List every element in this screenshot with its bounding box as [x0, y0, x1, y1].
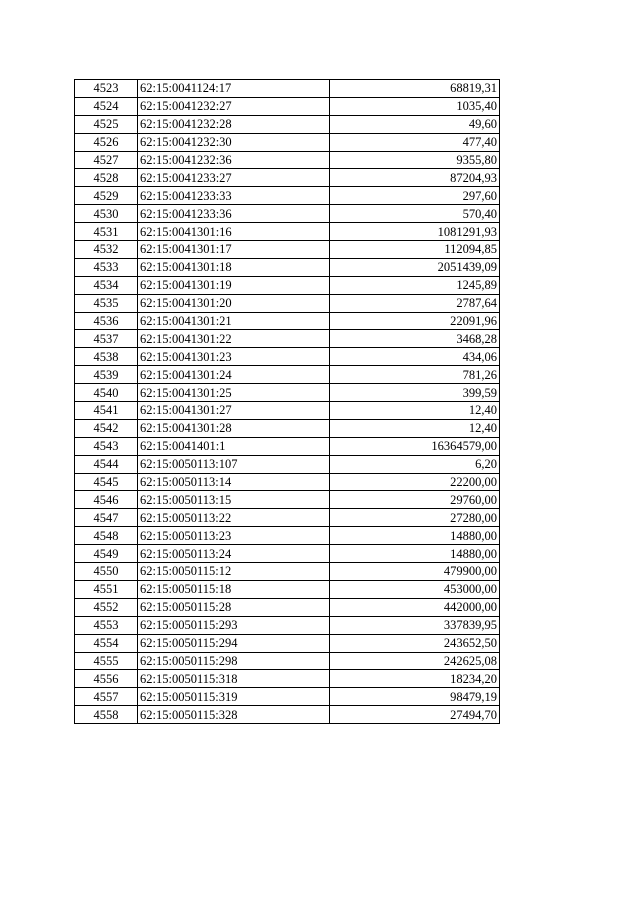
value-cell: 399,59 — [330, 384, 500, 402]
table-row — [75, 545, 500, 563]
table-row — [75, 437, 500, 455]
value-cell: 1081291,93 — [330, 223, 500, 241]
row-number-cell: 4540 — [75, 384, 138, 402]
row-number-cell: 4534 — [75, 276, 138, 294]
value-cell: 2787,64 — [330, 294, 500, 312]
value-cell: 570,40 — [330, 205, 500, 223]
row-number-cell: 4526 — [75, 133, 138, 151]
row-number-cell: 4538 — [75, 348, 138, 366]
cadastral-number-cell: 62:15:0041233:27 — [138, 169, 330, 187]
cadastral-value-table — [74, 79, 500, 724]
cadastral-number-cell: 62:15:0041301:16 — [138, 223, 330, 241]
table-row — [75, 688, 500, 706]
table-row — [75, 402, 500, 420]
value-cell: 1245,89 — [330, 276, 500, 294]
cadastral-number-cell: 62:15:0041301:22 — [138, 330, 330, 348]
row-number-cell: 4532 — [75, 241, 138, 259]
cadastral-number-cell: 62:15:0041301:20 — [138, 294, 330, 312]
table-row — [75, 80, 500, 98]
cadastral-number-cell: 62:15:0041301:18 — [138, 258, 330, 276]
value-cell: 242625,08 — [330, 652, 500, 670]
cadastral-number-cell: 62:15:0041233:33 — [138, 187, 330, 205]
table-row — [75, 419, 500, 437]
value-cell: 68819,31 — [330, 80, 500, 98]
row-number-cell: 4539 — [75, 366, 138, 384]
table-row — [75, 652, 500, 670]
table-row — [75, 276, 500, 294]
value-cell: 12,40 — [330, 402, 500, 420]
cadastral-number-cell: 62:15:0041233:36 — [138, 205, 330, 223]
table-row — [75, 527, 500, 545]
table-row — [75, 384, 500, 402]
cadastral-number-cell: 62:15:0041301:24 — [138, 366, 330, 384]
row-number-cell: 4537 — [75, 330, 138, 348]
value-cell: 1035,40 — [330, 97, 500, 115]
value-cell: 6,20 — [330, 455, 500, 473]
table-row — [75, 563, 500, 581]
row-number-cell: 4555 — [75, 652, 138, 670]
cadastral-number-cell: 62:15:0050115:18 — [138, 580, 330, 598]
cadastral-number-cell: 62:15:0050113:107 — [138, 455, 330, 473]
cadastral-number-cell: 62:15:0041301:28 — [138, 419, 330, 437]
value-cell: 112094,85 — [330, 241, 500, 259]
cadastral-number-cell: 62:15:0041232:27 — [138, 97, 330, 115]
table-row — [75, 455, 500, 473]
cadastral-number-cell: 62:15:0050113:24 — [138, 545, 330, 563]
value-cell: 27280,00 — [330, 509, 500, 527]
table-row — [75, 115, 500, 133]
cadastral-number-cell: 62:15:0050115:28 — [138, 598, 330, 616]
value-cell: 29760,00 — [330, 491, 500, 509]
row-number-cell: 4536 — [75, 312, 138, 330]
table-row — [75, 706, 500, 724]
value-cell: 337839,95 — [330, 616, 500, 634]
table-row — [75, 509, 500, 527]
cadastral-number-cell: 62:15:0041301:25 — [138, 384, 330, 402]
row-number-cell: 4551 — [75, 580, 138, 598]
value-cell: 49,60 — [330, 115, 500, 133]
cadastral-number-cell: 62:15:0041301:23 — [138, 348, 330, 366]
table-row — [75, 258, 500, 276]
row-number-cell: 4523 — [75, 80, 138, 98]
value-cell: 243652,50 — [330, 634, 500, 652]
value-cell: 434,06 — [330, 348, 500, 366]
cadastral-number-cell: 62:15:0050115:298 — [138, 652, 330, 670]
value-cell: 27494,70 — [330, 706, 500, 724]
value-cell: 453000,00 — [330, 580, 500, 598]
row-number-cell: 4541 — [75, 402, 138, 420]
cadastral-number-cell: 62:15:0050115:328 — [138, 706, 330, 724]
value-cell: 14880,00 — [330, 527, 500, 545]
value-cell: 12,40 — [330, 419, 500, 437]
row-number-cell: 4533 — [75, 258, 138, 276]
cadastral-number-cell: 62:15:0041301:19 — [138, 276, 330, 294]
table-row — [75, 580, 500, 598]
value-cell: 22091,96 — [330, 312, 500, 330]
value-cell: 479900,00 — [330, 563, 500, 581]
table-body — [75, 80, 500, 724]
table-row — [75, 670, 500, 688]
value-cell: 297,60 — [330, 187, 500, 205]
table-row — [75, 348, 500, 366]
row-number-cell: 4527 — [75, 151, 138, 169]
row-number-cell: 4546 — [75, 491, 138, 509]
cadastral-number-cell: 62:15:0050113:15 — [138, 491, 330, 509]
row-number-cell: 4542 — [75, 419, 138, 437]
row-number-cell: 4543 — [75, 437, 138, 455]
cadastral-number-cell: 62:15:0041232:28 — [138, 115, 330, 133]
row-number-cell: 4529 — [75, 187, 138, 205]
table-row — [75, 491, 500, 509]
cadastral-number-cell: 62:15:0050115:294 — [138, 634, 330, 652]
value-cell: 781,26 — [330, 366, 500, 384]
cadastral-number-cell: 62:15:0050115:319 — [138, 688, 330, 706]
cadastral-number-cell: 62:15:0050115:318 — [138, 670, 330, 688]
value-cell: 9355,80 — [330, 151, 500, 169]
row-number-cell: 4547 — [75, 509, 138, 527]
table-row — [75, 473, 500, 491]
table-row — [75, 598, 500, 616]
table-row — [75, 616, 500, 634]
row-number-cell: 4548 — [75, 527, 138, 545]
table-row — [75, 169, 500, 187]
row-number-cell: 4531 — [75, 223, 138, 241]
table-row — [75, 241, 500, 259]
table-row — [75, 97, 500, 115]
table-row — [75, 205, 500, 223]
row-number-cell: 4558 — [75, 706, 138, 724]
cadastral-number-cell: 62:15:0050113:14 — [138, 473, 330, 491]
row-number-cell: 4544 — [75, 455, 138, 473]
cadastral-number-cell: 62:15:0041232:30 — [138, 133, 330, 151]
value-cell: 2051439,09 — [330, 258, 500, 276]
cadastral-number-cell: 62:15:0050113:23 — [138, 527, 330, 545]
row-number-cell: 4524 — [75, 97, 138, 115]
row-number-cell: 4525 — [75, 115, 138, 133]
row-number-cell: 4545 — [75, 473, 138, 491]
row-number-cell: 4557 — [75, 688, 138, 706]
table-row — [75, 366, 500, 384]
value-cell: 98479,19 — [330, 688, 500, 706]
table-row — [75, 151, 500, 169]
row-number-cell: 4550 — [75, 563, 138, 581]
cadastral-number-cell: 62:15:0050113:22 — [138, 509, 330, 527]
row-number-cell: 4556 — [75, 670, 138, 688]
value-cell: 22200,00 — [330, 473, 500, 491]
row-number-cell: 4554 — [75, 634, 138, 652]
table-row — [75, 634, 500, 652]
table-row — [75, 312, 500, 330]
table-row — [75, 187, 500, 205]
row-number-cell: 4552 — [75, 598, 138, 616]
value-cell: 18234,20 — [330, 670, 500, 688]
row-number-cell: 4549 — [75, 545, 138, 563]
value-cell: 442000,00 — [330, 598, 500, 616]
value-cell: 14880,00 — [330, 545, 500, 563]
cadastral-number-cell: 62:15:0041401:1 — [138, 437, 330, 455]
cadastral-number-cell: 62:15:0041301:17 — [138, 241, 330, 259]
table-row — [75, 133, 500, 151]
value-cell: 477,40 — [330, 133, 500, 151]
cadastral-number-cell: 62:15:0050115:293 — [138, 616, 330, 634]
row-number-cell: 4535 — [75, 294, 138, 312]
row-number-cell: 4528 — [75, 169, 138, 187]
cadastral-number-cell: 62:15:0050115:12 — [138, 563, 330, 581]
table-row — [75, 223, 500, 241]
table-row — [75, 330, 500, 348]
cadastral-number-cell: 62:15:0041301:27 — [138, 402, 330, 420]
cadastral-number-cell: 62:15:0041124:17 — [138, 80, 330, 98]
row-number-cell: 4530 — [75, 205, 138, 223]
cadastral-number-cell: 62:15:0041232:36 — [138, 151, 330, 169]
value-cell: 87204,93 — [330, 169, 500, 187]
table-row — [75, 294, 500, 312]
value-cell: 16364579,00 — [330, 437, 500, 455]
cadastral-number-cell: 62:15:0041301:21 — [138, 312, 330, 330]
value-cell: 3468,28 — [330, 330, 500, 348]
row-number-cell: 4553 — [75, 616, 138, 634]
